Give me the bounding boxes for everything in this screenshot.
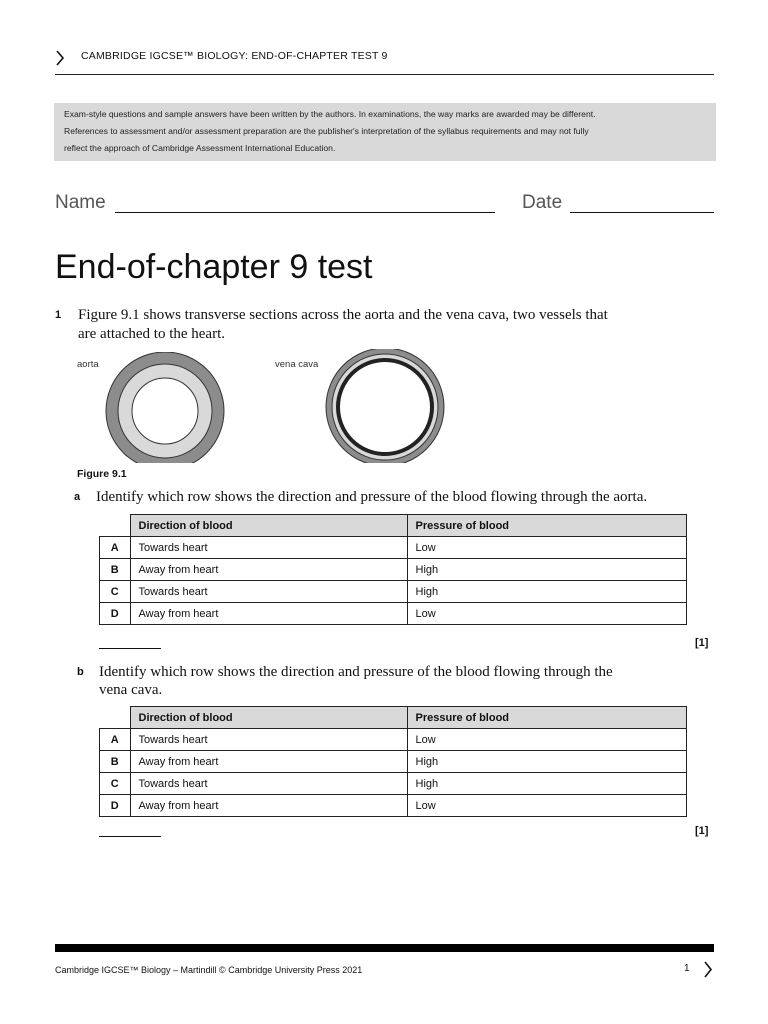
answer-line-a[interactable] xyxy=(99,648,161,649)
date-label: Date xyxy=(522,192,563,213)
direction-cell: Away from heart xyxy=(130,559,407,581)
direction-cell: Away from heart xyxy=(130,603,407,625)
direction-cell: Away from heart xyxy=(130,795,407,817)
row-key: C xyxy=(100,773,131,795)
part-b-text-line-2: vena cava. xyxy=(99,682,163,698)
vena-cava-label: vena cava xyxy=(275,359,319,370)
row-key: D xyxy=(100,603,131,625)
row-key: D xyxy=(100,795,131,817)
part-b-text-line-1: Identify which row shows the direction and pressure of the blood flowing through the xyxy=(99,664,613,680)
table-header: Direction of blood xyxy=(130,515,407,537)
table-row xyxy=(100,773,687,795)
part-b-letter: b xyxy=(77,666,84,678)
figure-caption: Figure 9.1 xyxy=(77,468,127,480)
disclaimer-box xyxy=(54,103,716,161)
part-a-letter: a xyxy=(74,491,81,503)
part-b-table xyxy=(99,706,687,817)
table-header: Pressure of blood xyxy=(407,707,687,729)
pressure-cell: Low xyxy=(407,603,687,625)
table-header: Pressure of blood xyxy=(407,515,687,537)
pressure-cell: Low xyxy=(407,537,687,559)
direction-cell: Away from heart xyxy=(130,751,407,773)
question-text-line-1: Figure 9.1 shows transverse sections across the aorta and the vena cava, two vessels that xyxy=(78,307,608,323)
table-header: Direction of blood xyxy=(130,707,407,729)
next-page-chevron-icon[interactable] xyxy=(703,961,713,978)
marks-b: [1] xyxy=(695,825,709,837)
direction-cell: Towards heart xyxy=(130,773,407,795)
direction-cell: Towards heart xyxy=(130,581,407,603)
aorta-label: aorta xyxy=(77,359,99,370)
pressure-cell: Low xyxy=(407,795,687,817)
pressure-cell: High xyxy=(407,773,687,795)
answer-line-b[interactable] xyxy=(99,836,161,837)
name-label: Name xyxy=(55,192,106,213)
table-row xyxy=(100,751,687,773)
vena-cava-cross-section xyxy=(325,349,447,464)
table-row xyxy=(100,537,687,559)
footer-text: Cambridge IGCSE™ Biology – Martindill © Cambridge University Press 2021 xyxy=(55,965,363,975)
question-text-line-2: are attached to the heart. xyxy=(78,326,225,342)
part-a-text: Identify which row shows the direction and pressure of the blood flowing through the aorta. xyxy=(96,489,648,505)
table-row xyxy=(100,795,687,817)
row-key: B xyxy=(100,559,131,581)
chevron-right-icon xyxy=(55,50,65,66)
direction-cell: Towards heart xyxy=(130,729,407,751)
page-number: 1 xyxy=(684,963,690,974)
table-row xyxy=(100,729,687,751)
pressure-cell: High xyxy=(407,559,687,581)
date-field[interactable] xyxy=(570,212,714,213)
question-number: 1 xyxy=(55,309,62,321)
disclaimer-line-1: Exam-style questions and sample answers have been written by the authors. In examinations, the way marks are awarded may be different. xyxy=(64,109,596,119)
header-rule xyxy=(55,74,714,75)
row-key: A xyxy=(100,729,131,751)
footer-bar xyxy=(55,944,714,952)
part-a-table xyxy=(99,514,687,625)
table-corner xyxy=(100,515,131,537)
marks-a: [1] xyxy=(695,637,709,649)
aorta-cross-section xyxy=(104,352,226,464)
table-row xyxy=(100,581,687,603)
page-title: End-of-chapter 9 test xyxy=(55,248,373,286)
table-row xyxy=(100,603,687,625)
table-row xyxy=(100,559,687,581)
pressure-cell: Low xyxy=(407,729,687,751)
disclaimer-line-3: reflect the approach of Cambridge Assessment International Education. xyxy=(64,143,336,153)
table-corner xyxy=(100,707,131,729)
pressure-cell: High xyxy=(407,581,687,603)
pressure-cell: High xyxy=(407,751,687,773)
row-key: C xyxy=(100,581,131,603)
header-title: CAMBRIDGE IGCSE™ BIOLOGY: END-OF-CHAPTER TEST 9 xyxy=(81,50,388,62)
row-key: B xyxy=(100,751,131,773)
name-field[interactable] xyxy=(115,212,495,213)
disclaimer-line-2: References to assessment and/or assessment preparation are the publisher's interpretation of the syllabus requirements and may not fully xyxy=(64,126,589,136)
direction-cell: Towards heart xyxy=(130,537,407,559)
row-key: A xyxy=(100,537,131,559)
